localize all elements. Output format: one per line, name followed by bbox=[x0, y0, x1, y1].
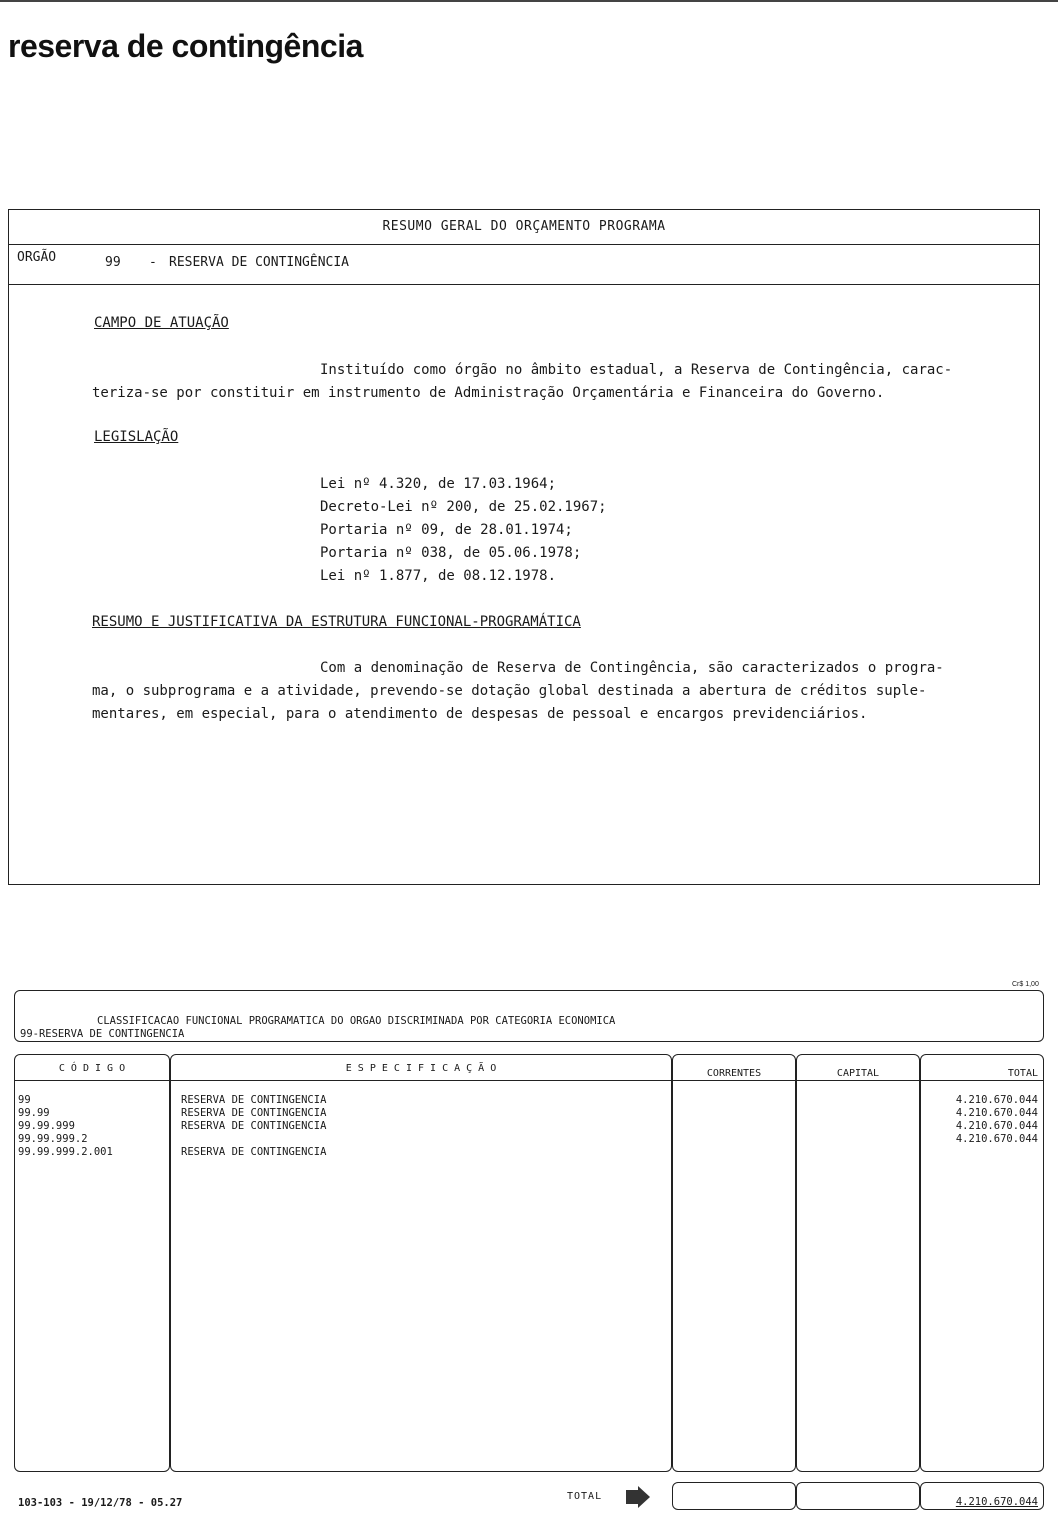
classification-title: CLASSIFICACAO FUNCIONAL PROGRAMATICA DO ORGAO DISCRIMINADA POR CATEGORIA ECONOMICA bbox=[97, 1015, 616, 1027]
codigo-header: C Ó D I G O bbox=[58, 1063, 126, 1074]
org-name: RESERVA DE CONTINGÊNCIA bbox=[169, 255, 350, 270]
legislacao-item: Portaria nº 038, de 05.06.1978; bbox=[320, 545, 582, 561]
footer-correntes-box bbox=[672, 1482, 796, 1510]
org-dash: - bbox=[149, 255, 157, 270]
legislacao-item: Portaria nº 09, de 28.01.1974; bbox=[320, 522, 573, 538]
org-row bbox=[9, 244, 1039, 285]
footer-total-value: 4.210.670.044 bbox=[955, 1496, 1038, 1508]
table-row-especificacao: RESERVA DE CONTINGENCIA bbox=[181, 1094, 327, 1106]
top-rule bbox=[0, 0, 1058, 2]
org-code: 99 bbox=[105, 255, 121, 270]
page-title: reserva de contingência bbox=[8, 28, 363, 64]
currency-note: Cr$ 1,00 bbox=[1012, 981, 1039, 988]
table-row-especificacao: RESERVA DE CONTINGENCIA bbox=[181, 1146, 327, 1158]
summary-header: RESUMO GERAL DO ORÇAMENTO PROGRAMA bbox=[9, 210, 1039, 245]
total-header: TOTAL bbox=[1007, 1068, 1038, 1079]
header-divider bbox=[15, 1080, 1043, 1081]
correntes-header: CORRENTES bbox=[706, 1068, 762, 1079]
legislacao-title: LEGISLAÇÃO bbox=[94, 429, 179, 445]
campo-line-2: teriza-se por constituir em instrumento de Administração Orçamentária e Financeira do Governo. bbox=[92, 385, 885, 401]
legislacao-item: Lei nº 4.320, de 17.03.1964; bbox=[320, 476, 557, 492]
table-row-codigo: 99.99.999 bbox=[18, 1120, 75, 1132]
footer-ref: 103-103 - 19/12/78 - 05.27 bbox=[18, 1497, 183, 1509]
arrow-right-icon bbox=[626, 1486, 650, 1508]
footer-capital-box bbox=[796, 1482, 920, 1510]
table-row-especificacao: RESERVA DE CONTINGENCIA bbox=[181, 1107, 327, 1119]
table-row-codigo: 99.99.999.2 bbox=[18, 1133, 88, 1145]
table-row-total: 4.210.670.044 bbox=[955, 1094, 1038, 1106]
resumo-title: RESUMO E JUSTIFICATIVA DA ESTRUTURA FUNCIONAL-PROGRAMÁTICA bbox=[92, 614, 581, 630]
legislacao-item: Lei nº 1.877, de 08.12.1978. bbox=[320, 568, 557, 584]
especificacao-header: E S P E C I F I C A Ç Ã O bbox=[345, 1063, 497, 1074]
table-row-codigo: 99.99.999.2.001 bbox=[18, 1146, 113, 1158]
classification-subtitle: 99-RESERVA DE CONTINGENCIA bbox=[20, 1028, 185, 1040]
resumo-line-3: mentares, em especial, para o atendimento de despesas de pessoal e encargos previdenciários. bbox=[92, 706, 868, 722]
table-row-total: 4.210.670.044 bbox=[955, 1107, 1038, 1119]
footer-total-label: TOTAL bbox=[567, 1491, 603, 1502]
capital-header: CAPITAL bbox=[836, 1068, 880, 1079]
table-row-codigo: 99 bbox=[18, 1094, 31, 1106]
org-label: ORGÃO bbox=[17, 250, 57, 265]
table-row-codigo: 99.99 bbox=[18, 1107, 50, 1119]
legislacao-item: Decreto-Lei nº 200, de 25.02.1967; bbox=[320, 499, 607, 515]
table-row-total: 4.210.670.044 bbox=[955, 1120, 1038, 1132]
footer-total-box bbox=[920, 1482, 1044, 1510]
table-row-especificacao: RESERVA DE CONTINGENCIA bbox=[181, 1120, 327, 1132]
table-row-total: 4.210.670.044 bbox=[955, 1133, 1038, 1145]
resumo-line-2: ma, o subprograma e a atividade, prevendo-se dotação global destinada a abertura de créditos suple- bbox=[92, 683, 927, 699]
campo-line-1: Instituído como órgão no âmbito estadual, a Reserva de Contingência, carac- bbox=[320, 362, 953, 378]
correntes-column bbox=[672, 1054, 796, 1472]
capital-column bbox=[796, 1054, 920, 1472]
resumo-line-1: Com a denominação de Reserva de Contingência, são caracterizados o progra- bbox=[320, 660, 944, 676]
campo-title: CAMPO DE ATUAÇÃO bbox=[94, 315, 229, 331]
